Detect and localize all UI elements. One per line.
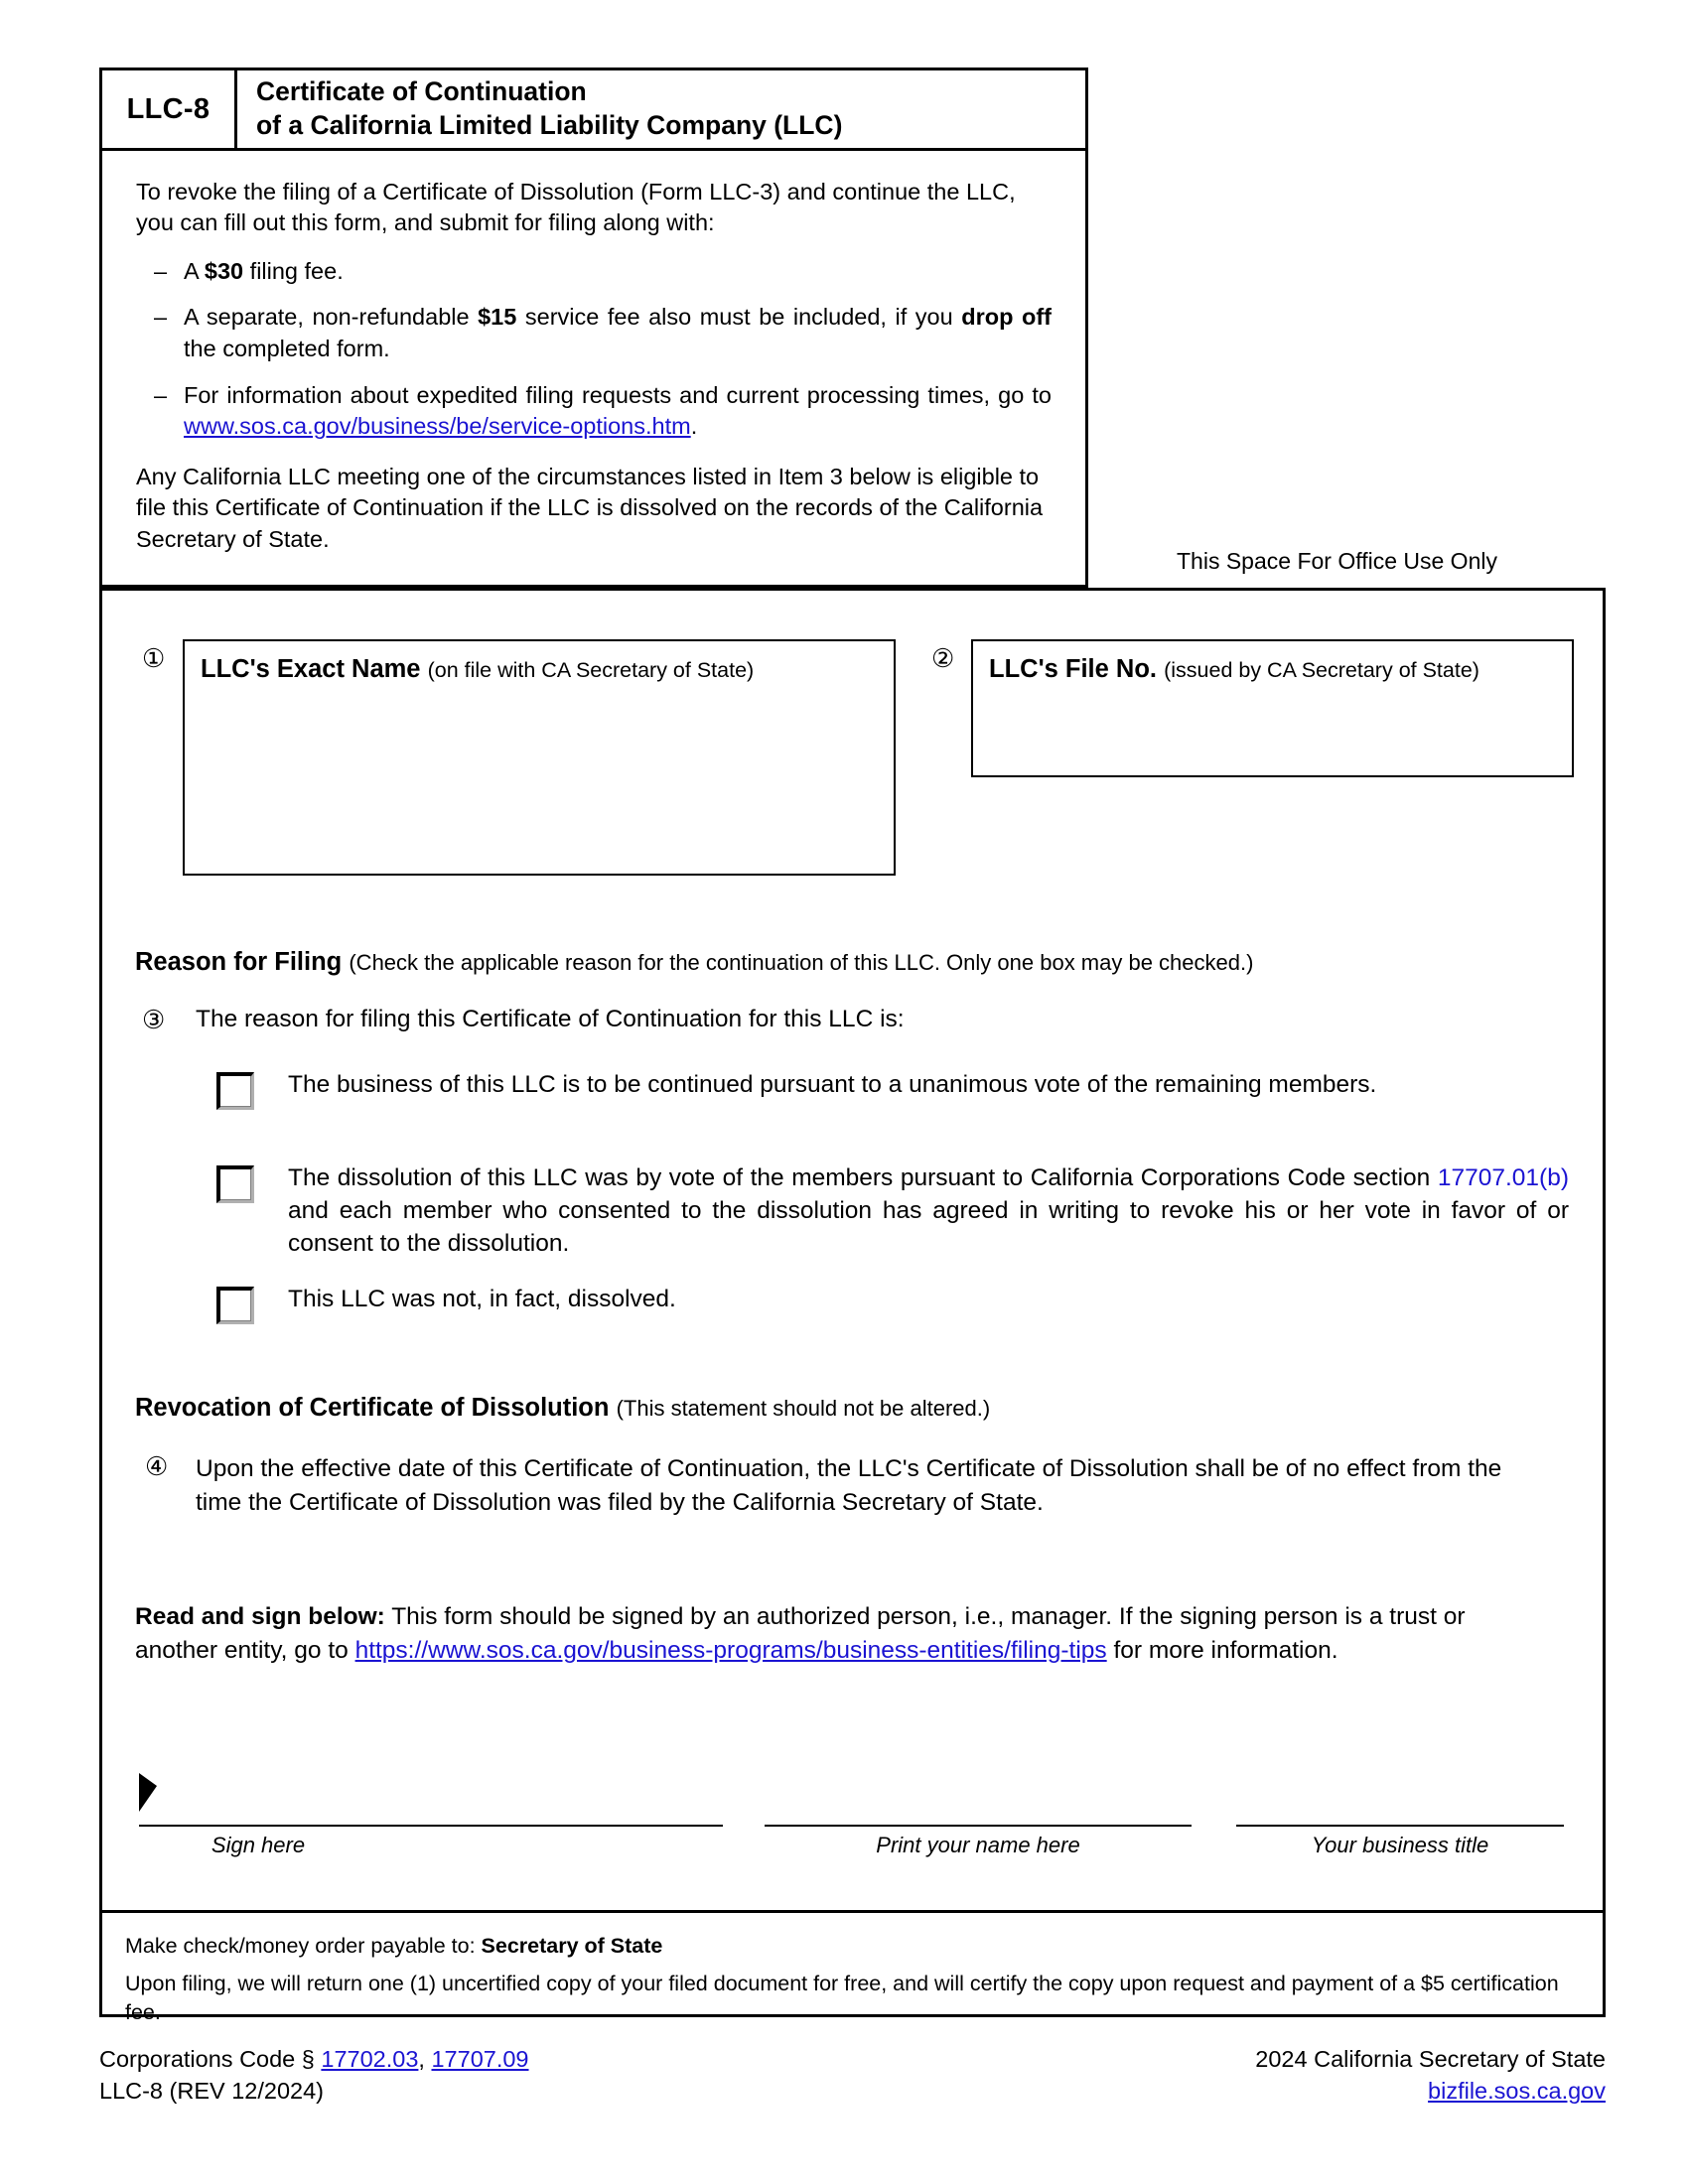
bullet-dash-icon: – bbox=[154, 257, 168, 284]
code-17707-09-link[interactable]: 17707.09 bbox=[431, 2046, 529, 2072]
form-code: LLC-8 bbox=[102, 70, 237, 148]
bullet-fee-pre: A bbox=[184, 257, 205, 284]
instructions-intro: To revoke the filing of a Certificate of Dissolution (Form LLC-3) and continue the LLC, you can fill out this form, and submit for filing along with: bbox=[136, 179, 1016, 236]
form-title-line2: of a California Limited Liability Company (LLC) bbox=[256, 110, 843, 140]
filing-tips-link[interactable]: https://www.sos.ca.gov/business-programs/business-entities/filing-tips bbox=[354, 1636, 1107, 1664]
corporations-code-17707-01b-link[interactable]: 17707.01(b) bbox=[1437, 1164, 1569, 1191]
item-3-number: ③ bbox=[142, 1005, 166, 1034]
checkbox-unanimous-vote[interactable] bbox=[216, 1072, 254, 1110]
read-and-sign-rest: This form should be signed by an authorized person, i.e., manager. If the signing person is a trust or another entity, go to bbox=[135, 1603, 1466, 1664]
reason-option-2-post: and each member who consented to the dissolution has agreed in writing to revoke his or her vote in favor of or consent to the dissolution. bbox=[288, 1197, 1569, 1258]
bullet-expedited-pre: For information about expedited filing requests and current processing times, go to bbox=[184, 381, 1052, 408]
business-title-line[interactable] bbox=[1236, 1825, 1564, 1827]
form-title bbox=[237, 70, 1085, 148]
read-and-sign-lead: Read and sign below: bbox=[135, 1603, 385, 1630]
footer-left bbox=[99, 2043, 529, 2108]
instructions-bullet-list bbox=[136, 256, 1052, 444]
read-and-sign-paragraph bbox=[135, 1600, 1529, 1668]
reason-option-3-label: This LLC was not, in fact, dissolved. bbox=[288, 1286, 676, 1312]
bullet-fee-amount: $30 bbox=[204, 257, 244, 284]
checkbox-not-dissolved[interactable] bbox=[216, 1287, 254, 1324]
signature-line[interactable] bbox=[139, 1825, 723, 1827]
instructions-block bbox=[99, 151, 1088, 588]
reason-option-2-pre: The dissolution of this LLC was by vote of the members pursuant to California Corporations Code section bbox=[288, 1164, 1438, 1191]
bullet-service-amount: $15 bbox=[478, 304, 517, 331]
llc-file-number-label bbox=[989, 655, 1572, 684]
signature-caption: Sign here bbox=[211, 1833, 306, 1857]
read-and-sign-tail: for more information. bbox=[1106, 1636, 1338, 1664]
bullet-expedited-post: . bbox=[690, 413, 698, 440]
form-title-line1: Certificate of Continuation bbox=[256, 76, 587, 107]
item-4-number: ④ bbox=[145, 1451, 169, 1481]
bullet-dash-icon: – bbox=[154, 304, 168, 331]
item-1-number: ① bbox=[142, 643, 166, 673]
code-17702-03-link[interactable]: 17702.03 bbox=[321, 2046, 419, 2072]
llc-name-label bbox=[201, 655, 894, 684]
revocation-heading-text: Revocation of Certificate of Dissolution bbox=[135, 1394, 610, 1422]
llc-file-number-field[interactable] bbox=[971, 639, 1574, 777]
llc-name-label-text: LLC's Exact Name bbox=[201, 655, 421, 683]
sign-here-arrow-icon bbox=[139, 1773, 157, 1812]
instructions-bullet-service-fee bbox=[136, 302, 1052, 364]
bullet-dash-icon: – bbox=[154, 381, 168, 408]
reason-heading-sub: (Check the applicable reason for the continuation of this LLC. Only one box may be checked.) bbox=[349, 950, 1254, 975]
llc-name-field[interactable] bbox=[183, 639, 896, 876]
instructions-bullet-expedited bbox=[136, 380, 1052, 443]
office-use-label: This Space For Office Use Only bbox=[1177, 548, 1497, 574]
footer-code-citation bbox=[99, 2043, 529, 2075]
reason-option-2[interactable] bbox=[216, 1161, 1569, 1260]
llc-name-sublabel: (on file with CA Secretary of State) bbox=[427, 658, 755, 682]
bullet-fee-post: filing fee. bbox=[243, 257, 344, 284]
footer-copyright: 2024 California Secretary of State bbox=[1255, 2046, 1606, 2072]
footer-revision: LLC-8 (REV 12/2024) bbox=[99, 2078, 324, 2105]
service-options-link[interactable]: www.sos.ca.gov/business/be/service-options.htm bbox=[184, 413, 691, 440]
reason-option-3[interactable] bbox=[216, 1283, 1537, 1315]
printed-name-caption: Print your name here bbox=[876, 1833, 1080, 1857]
reason-option-2-label bbox=[288, 1161, 1569, 1260]
payment-note-line bbox=[125, 1932, 1580, 1960]
reason-option-1-label: The business of this LLC is to be continued pursuant to a unanimous vote of the remaining members. bbox=[288, 1071, 1377, 1098]
business-title-caption: Your business title bbox=[1311, 1833, 1489, 1857]
instructions-eligibility: Any California LLC meeting one of the circumstances listed in Item 3 below is eligible to file this Certificate of Continuation if the LLC is dissolved on the records of the California Secretary of State. bbox=[136, 464, 1044, 552]
form-header bbox=[99, 68, 1088, 151]
llc-file-number-sublabel: (issued by CA Secretary of State) bbox=[1164, 658, 1479, 682]
checkbox-member-vote-revoked[interactable] bbox=[216, 1165, 254, 1203]
footer-code-prefix: Corporations Code § bbox=[99, 2046, 322, 2072]
bizfile-link[interactable]: bizfile.sos.ca.gov bbox=[1428, 2078, 1606, 2105]
reason-option-1[interactable] bbox=[216, 1068, 1537, 1101]
bullet-service-post: the completed form. bbox=[184, 335, 390, 361]
payment-note-pre: Make check/money order payable to: bbox=[125, 1934, 482, 1958]
bullet-service-dropoff: drop off bbox=[961, 304, 1053, 331]
footer-code-separator: , bbox=[418, 2046, 432, 2072]
item-3-text: The reason for filing this Certificate of Continuation for this LLC is: bbox=[196, 1006, 905, 1032]
item-4-text: Upon the effective date of this Certificate of Continuation, the LLC's Certificate of Dissolution shall be of no effect from the time the Certificate of Dissolution was filed by the California Secretary of State. bbox=[196, 1455, 1502, 1516]
revocation-heading bbox=[135, 1394, 990, 1423]
instructions-bullet-fee bbox=[136, 256, 1052, 288]
footer-right bbox=[1255, 2043, 1606, 2108]
llc-file-number-label-text: LLC's File No. bbox=[989, 655, 1157, 683]
bullet-service-pre: A separate, non-refundable bbox=[184, 304, 479, 331]
reason-for-filing-heading bbox=[135, 948, 1253, 977]
reason-heading-text: Reason for Filing bbox=[135, 948, 343, 976]
revocation-heading-sub: (This statement should not be altered.) bbox=[616, 1396, 991, 1421]
certification-note-line: Upon filing, we will return one (1) uncertified copy of your filed document for free, and will certify the copy upon request and payment of a $5 certification fee. bbox=[125, 1972, 1559, 2024]
item-2-number: ② bbox=[931, 643, 955, 673]
printed-name-line[interactable] bbox=[765, 1825, 1192, 1827]
bullet-service-mid: service fee also must be included, if you bbox=[516, 304, 962, 331]
payment-note-payee: Secretary of State bbox=[481, 1934, 663, 1958]
payment-note-box bbox=[99, 1910, 1606, 2024]
